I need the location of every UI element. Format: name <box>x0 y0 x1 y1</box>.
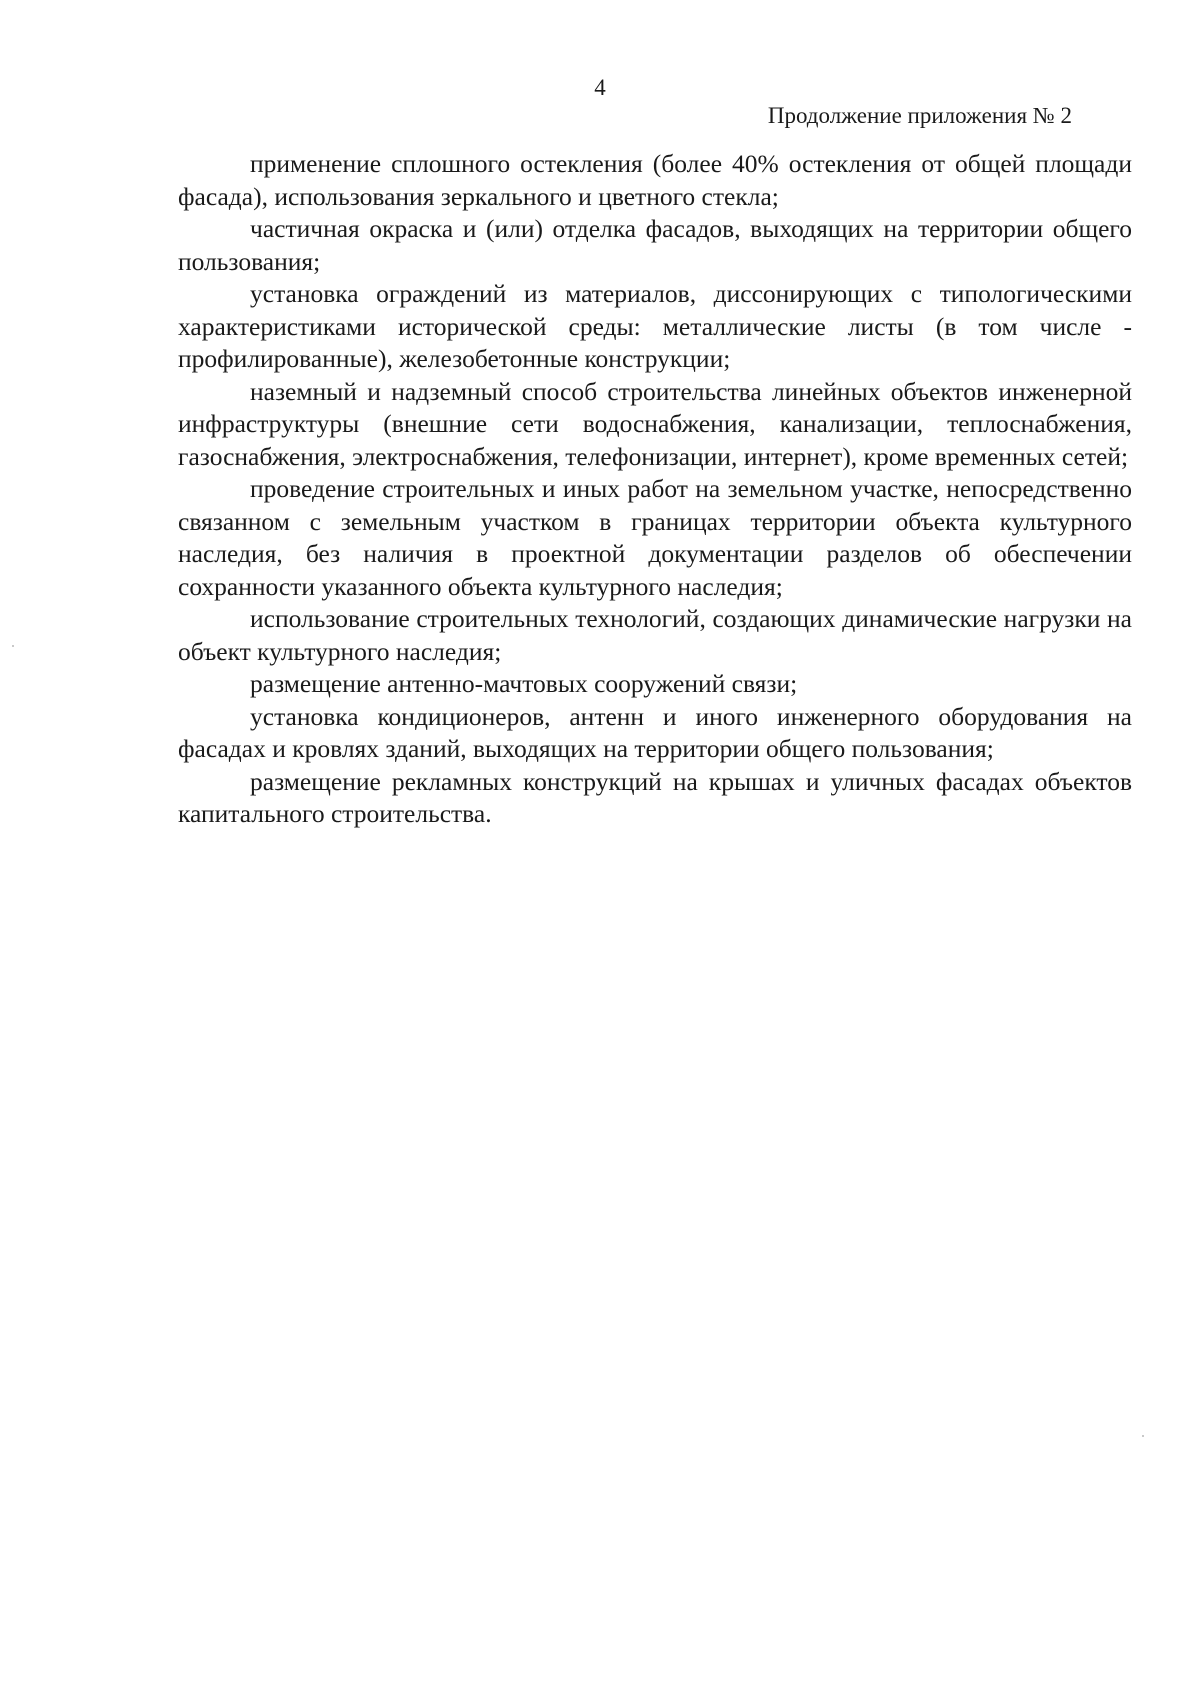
page-number: 4 <box>594 75 606 100</box>
appendix-continuation-label: Продолжение приложения № 2 <box>767 103 1072 128</box>
list-item: проведение строительных и иных работ на земельном участке, непосредственно связанном с земельным участком в границах территории объекта культурного наследия, без наличия в проектной документации разделов об обеспечении сохранности указанного объекта культурного наследия; <box>178 474 1132 601</box>
list-item: установка ограждений из материалов, диссонирующих с типологическими характеристиками исторической среды: металлические листы (в том числе - профилированные), железобетонные конструкции; <box>178 279 1132 373</box>
list-item: наземный и надземный способ строительства линейных объектов инженерной инфраструктуры (внешние сети водоснабжения, канализации, теплоснабжения, газоснабжения, электроснабжения, телефонизации, интернет), кроме временных сетей; <box>178 376 1132 471</box>
list-item: применение сплошного остекления (более 40% остекления от общей площади фасада), использования зеркального и цветного стекла; <box>178 149 1132 211</box>
list-item: использование строительных технологий, создающих динамические нагрузки на объект культурного наследия; <box>178 604 1132 666</box>
list-item: размещение рекламных конструкций на крышах и уличных фасадах объектов капитального строительства. <box>178 766 1132 828</box>
document-body <box>178 148 1132 831</box>
scan-speck <box>12 645 14 647</box>
list-item: размещение антенно-мачтовых сооружений связи; <box>250 669 798 698</box>
scan-speck <box>1142 1435 1144 1437</box>
list-item: установка кондиционеров, антенн и иного инженерного оборудования на фасадах и кровлях зданий, выходящих на территории общего пользования; <box>178 701 1132 763</box>
list-item: частичная окраска и (или) отделка фасадов, выходящих на территории общего пользования; <box>178 214 1132 276</box>
